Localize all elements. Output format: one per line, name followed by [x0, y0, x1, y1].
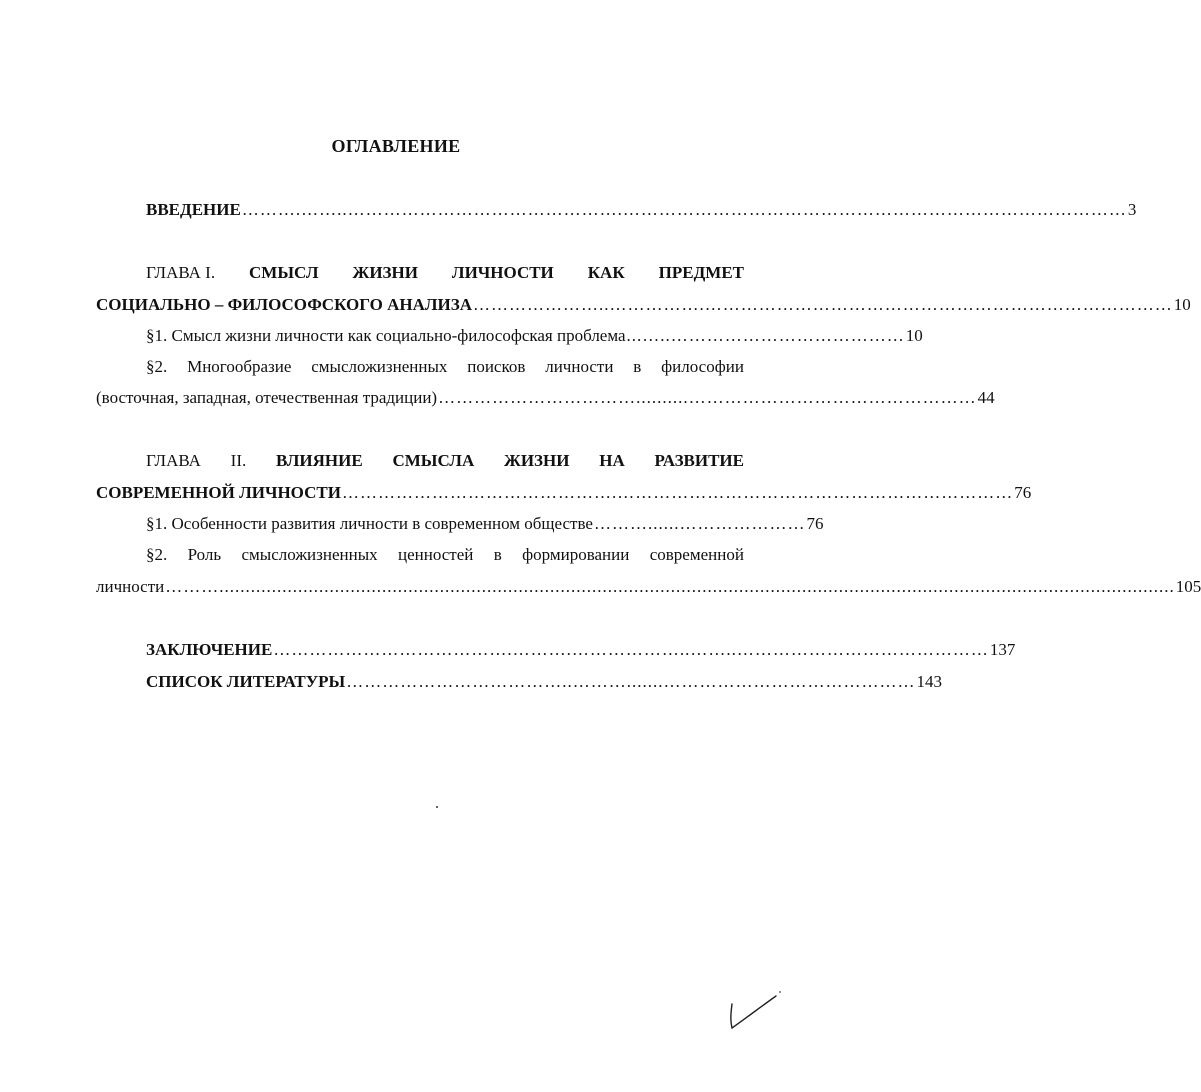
- section-word: философии: [661, 357, 744, 376]
- section-word: формировании: [522, 545, 630, 564]
- toc-page-number: 76: [806, 514, 824, 533]
- scan-speck: [436, 806, 438, 808]
- toc-entry-ch2-section2-line1[interactable]: [146, 544, 744, 566]
- section-word: в: [493, 545, 502, 564]
- chapter-word: ЛИЧНОСТИ: [451, 263, 554, 282]
- chapter-prefix: ГЛАВА: [146, 451, 201, 470]
- section-word: §2.: [146, 357, 168, 376]
- toc-entry-label: ВВЕДЕНИЕ: [146, 200, 241, 219]
- chapter-word: КАК: [587, 263, 625, 282]
- chapter-prefix: II.: [230, 451, 247, 470]
- chapter-prefix: ГЛАВА I.: [146, 263, 216, 282]
- section-word: §2.: [146, 545, 168, 564]
- chapter-word: РАЗВИТИЕ: [654, 451, 744, 470]
- toc-page-number: 44: [977, 388, 995, 407]
- leader-dots: ……….……..……………………………………….…………………………………………………………………………: [241, 200, 1127, 219]
- leader-dots: ……………………………..........…………………………………………: [438, 388, 977, 407]
- toc-entry-chapter2-line1[interactable]: [146, 450, 744, 472]
- leader-dots: …………………..…………….……………………………………………………………………: [473, 295, 1173, 314]
- section-word: в: [633, 357, 642, 376]
- toc-entry-ch1-section2-line2[interactable]: [96, 387, 995, 409]
- chapter-word: НА: [599, 451, 625, 470]
- toc-page-number: 105: [1175, 577, 1201, 596]
- section-title-continuation: (восточная, западная, отечественная традиции): [96, 388, 438, 407]
- toc-entry-chapter2-line2[interactable]: [96, 482, 1032, 504]
- toc-entry-ch2-section1[interactable]: [146, 513, 824, 535]
- section-word: ценностей: [397, 545, 474, 564]
- section-word: поисков: [467, 357, 526, 376]
- section-word: Многообразие: [187, 357, 292, 376]
- toc-entry-conclusion[interactable]: [146, 639, 1016, 661]
- chapter-word: ЖИЗНИ: [504, 451, 570, 470]
- leader-dots: ……………………………………….…………………………………………………………: [341, 483, 1014, 502]
- toc-entry-bibliography[interactable]: [146, 671, 943, 693]
- toc-page-number: 10: [1173, 295, 1191, 314]
- section-word: личности: [545, 357, 614, 376]
- toc-page-number: 10: [905, 326, 923, 345]
- leader-dots: ...…..…………………………………: [626, 326, 905, 345]
- page-title: ОГЛАВЛЕНИЕ: [331, 136, 461, 156]
- toc-page-number: 3: [1127, 200, 1137, 219]
- toc-entry-chapter1-line1[interactable]: [146, 262, 744, 284]
- toc-entry-chapter1-line2[interactable]: [96, 294, 1191, 316]
- leader-dots: ………………………………….……….………………..……..……………………………………: [273, 640, 989, 659]
- section-word: Роль: [187, 545, 222, 564]
- handwritten-checkmark-icon: [722, 990, 782, 1032]
- section-word: смысложизненных: [241, 545, 378, 564]
- leader-dots: ………......…………………: [593, 514, 806, 533]
- leader-dots: ………………………………..……….......……………………………………: [346, 672, 916, 691]
- chapter-title-continuation: СОВРЕМЕННОЙ ЛИЧНОСТИ: [96, 483, 341, 502]
- section-title-continuation: личности: [96, 577, 165, 596]
- toc-entry-label: ЗАКЛЮЧЕНИЕ: [146, 640, 273, 659]
- chapter-title-continuation: СОЦИАЛЬНО – ФИЛОСОФСКОГО АНАЛИЗА: [96, 295, 472, 314]
- toc-entry-ch2-section2-line2[interactable]: [96, 576, 1201, 598]
- chapter-word: СМЫСЛА: [392, 451, 475, 470]
- chapter-word: ЖИЗНИ: [352, 263, 418, 282]
- leader-dots: ………......................................................................................................................................................................................: [165, 577, 1175, 596]
- section-word: смысложизненных: [311, 357, 448, 376]
- toc-entry-ch1-section1[interactable]: [146, 325, 923, 347]
- toc-page-number: 143: [916, 672, 943, 691]
- toc-entry-label: СПИСОК ЛИТЕРАТУРЫ: [146, 672, 346, 691]
- toc-entry-ch1-section2-line1[interactable]: [146, 356, 744, 378]
- section-word: современной: [649, 545, 744, 564]
- toc-page-number: 76: [1014, 483, 1032, 502]
- chapter-word: СМЫСЛ: [249, 263, 319, 282]
- chapter-word: ПРЕДМЕТ: [658, 263, 744, 282]
- toc-entry-label: §1. Особенности развития личности в современном обществе: [146, 514, 593, 533]
- toc-page-number: 137: [989, 640, 1016, 659]
- toc-entry-label: §1. Смысл жизни личности как социально-философская проблема: [146, 326, 626, 345]
- chapter-word: ВЛИЯНИЕ: [276, 451, 363, 470]
- toc-entry-intro[interactable]: [146, 199, 1137, 221]
